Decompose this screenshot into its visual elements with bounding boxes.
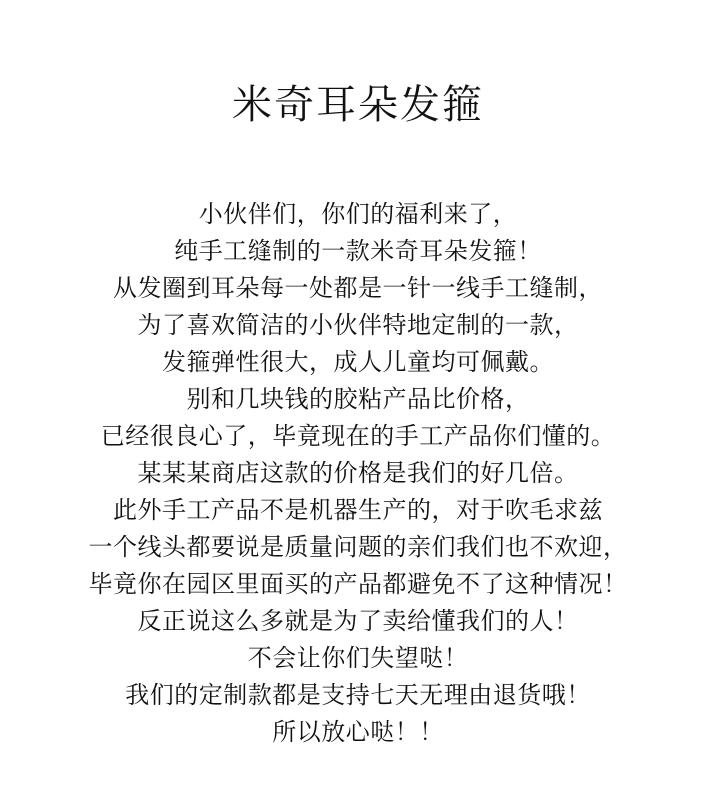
text-line: 发箍弹性很大，成人儿童均可佩戴。 — [162, 348, 554, 376]
text-line: 别和几块钱的胶粘产品比价格， — [186, 385, 530, 413]
text-line: 毕竟你在园区里面买的产品都避免不了这种情况！ — [88, 570, 628, 598]
text-line: 纯手工缝制的一款米奇耳朵发箍！ — [174, 237, 542, 265]
text-line: 此外手工产品不是机器生产的，对于吹毛求兹 — [113, 496, 603, 524]
text-line: 一个线头都要说是质量问题的亲们我们也不欢迎， — [88, 533, 628, 561]
text-line: 反正说这么多就是为了卖给懂我们的人！ — [137, 607, 579, 635]
text-line: 某某某商店这款的价格是我们的好几倍。 — [137, 459, 579, 487]
text-line: 所以放心哒！！ — [272, 718, 444, 746]
text-line: 从发圈到耳朵每一处都是一针一线手工缝制， — [113, 274, 603, 302]
description-text — [0, 196, 716, 751]
text-line: 我们的定制款都是支持七天无理由退货哦！ — [125, 681, 591, 709]
text-line: 已经很良心了，毕竟现在的手工产品你们懂的。 — [100, 422, 616, 450]
text-line: 不会让你们失望哒！ — [247, 644, 469, 672]
page-title: 米奇耳朵发箍 — [232, 81, 484, 128]
text-line: 为了喜欢简洁的小伙伴特地定制的一款， — [137, 311, 579, 339]
text-line: 小伙伴们，你们的福利来了， — [198, 200, 518, 228]
